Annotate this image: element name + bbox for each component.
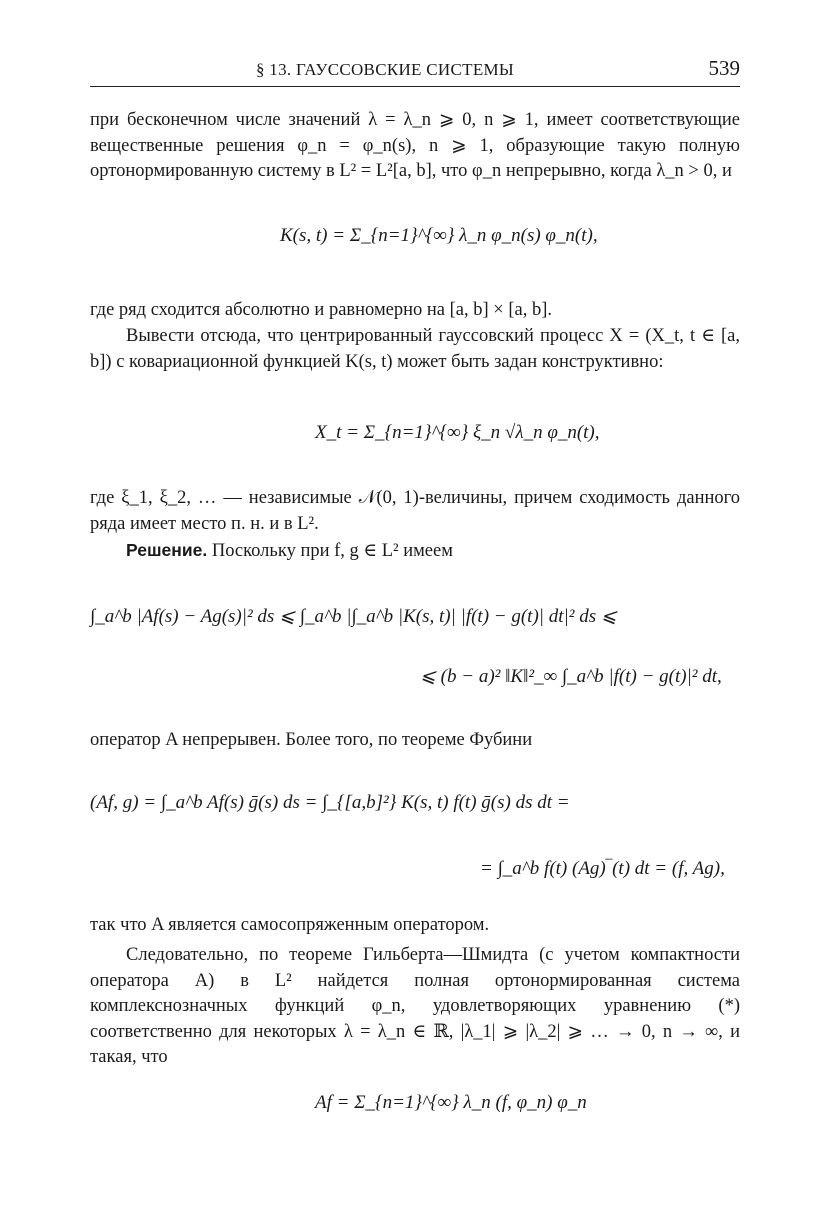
solution-text: Поскольку при f, g ∈ L² имеем [211,541,453,561]
paragraph-2: где ряд сходится абсолютно и равномерно на [a, b] × [a, b]. [90,300,552,320]
paragraph-8: Следовательно, по теореме Гильберта—Шмидта (с учетом компактности оператора A) в L² найдется полная ортонормированная система комплекснозначных функций φ_n, удовлетворяющих уравнению (*) соответственно для некоторых λ = λ_n ∈ ℝ, |λ_1| ⩾ |λ_2| ⩾ … → 0, n → ∞, и такая, что [90,945,740,1067]
formula-operator-expansion: Af = Σ_{n=1}^{∞} λ_n (f, φ_n) φ_n [315,1092,587,1113]
formula-process-series: X_t = Σ_{n=1}^{∞} ξ_n √λ_n φ_n(t), [315,422,600,443]
formula-fubini-line-1: (Af, g) = ∫_a^b Af(s) ḡ(s) ds = ∫_{[a,b]²} K(s, t) f(t) ḡ(s) ds dt = [90,792,570,813]
paragraph-4: где ξ_1, ξ_2, … — независимые 𝒩(0, 1)-величины, причем сходимость данного ряда имеет место п. н. и в L². [90,488,740,534]
running-head: § 13. ГАУССОВСКИЕ СИСТЕМЫ [255,60,515,79]
paragraph-5 [90,538,740,565]
formula-continuity-line-1: ∫_a^b |Af(s) − Ag(s)|² ds ⩽ ∫_a^b |∫_a^b |K(s, t)| |f(t) − g(t)| dt|² ds ⩽ [90,606,617,627]
formula-fubini-line-2: = ∫_a^b f(t) (Ag)‾(t) dt = (f, Ag), [480,858,725,879]
formula-continuity-line-2: ⩽ (b − a)² ‖K‖²_∞ ∫_a^b |f(t) − g(t)|² dt, [420,666,722,687]
page-number: 539 [708,56,740,80]
book-page [90,0,740,1210]
solution-label: Решение. [126,540,208,560]
paragraph-7: так что A является самосопряженным оператором. [90,915,490,935]
paragraph-1: при бесконечном числе значений λ = λ_n ⩾ 0, n ⩾ 1, имеет соответствующие вещественные решения φ_n = φ_n(s), n ⩾ 1, образующие такую полную ортонормированную систему в L² = L²[a, b], что φ_n непрерывно, когда λ_n > 0, и [90,110,740,181]
paragraph-6: оператор A непрерывен. Более того, по теореме Фубини [90,730,533,750]
formula-kernel-expansion: K(s, t) = Σ_{n=1}^{∞} λ_n φ_n(s) φ_n(t), [280,225,598,246]
page-header [90,56,740,87]
paragraph-3: Вывести отсюда, что центрированный гауссовский процесс X = (X_t, t ∈ [a, b]) с ковариационной функцией K(s, t) может быть задан конструктивно: [90,326,740,372]
